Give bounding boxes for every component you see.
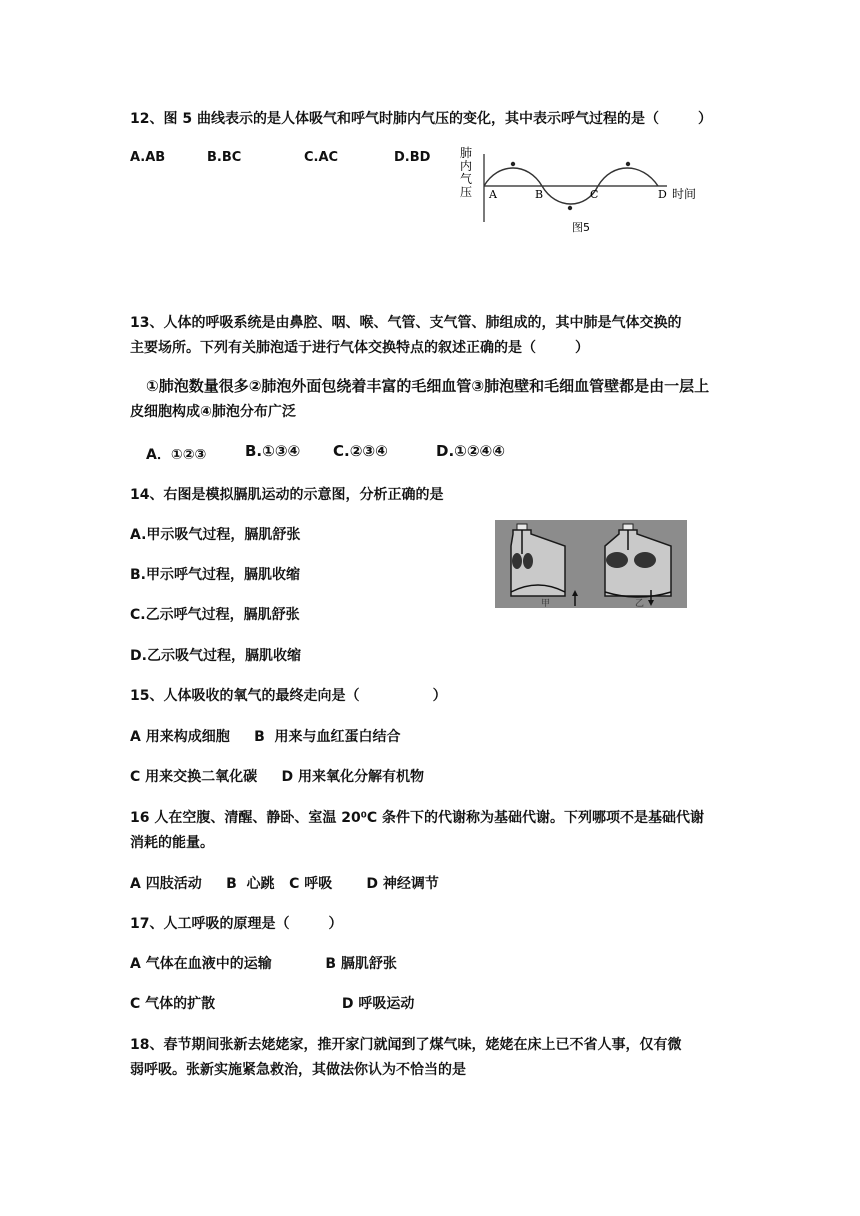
jar-jia-arrowhead: [572, 590, 578, 596]
jar-jia-lung-left: [512, 553, 522, 569]
q12-option-c: C.AC: [304, 150, 339, 165]
fig5-point-d: D: [658, 188, 667, 201]
jar-jia-lung-right: [523, 553, 533, 569]
fig5-ylabel-char-3: 气: [460, 172, 473, 186]
jar-jia-label: 甲: [541, 599, 551, 608]
q14-option-c: C.乙示呼气过程，膈肌舒张: [130, 607, 300, 623]
fig5-ylabel-char-2: 内: [460, 159, 473, 173]
q17-options-line-2: C 气体的扩散 D 呼吸运动: [130, 996, 415, 1012]
fig5-peak-dot: [511, 162, 515, 166]
q15-options-line-2: C 用来交换二氧化碳 D 用来氧化分解有机物: [130, 769, 425, 785]
q14-option-b: B.甲示呼气过程，膈肌收缩: [130, 567, 300, 583]
q13-option-d: D.①②④④: [436, 442, 505, 460]
fig5-trough-dot: [568, 206, 572, 210]
q17-stem: 17、人工呼吸的原理是（ ）: [130, 916, 343, 932]
q18-stem-line-2: 弱呼吸。张新实施紧急救治，其做法你认为不恰当的是: [130, 1062, 466, 1078]
fig5-xlabel: 时间: [672, 187, 697, 201]
jar-yi-lung-left: [606, 552, 628, 568]
q13-statements-line-1: ①肺泡数量很多②肺泡外面包绕着丰富的毛细血管③肺泡壁和毛细血管壁都是由一层上: [146, 377, 710, 395]
q13-stem-line-1: 13、人体的呼吸系统是由鼻腔、咽、喉、气管、支气管、肺组成的，其中肺是气体交换的: [130, 315, 682, 331]
jar-yi-stopper: [623, 524, 633, 530]
q16-options: A 四肢活动 B 心跳 C 呼吸 D 神经调节: [130, 876, 439, 892]
q16-stem-line-1: 16 人在空腹、清醒、静卧、室温 20⁰C 条件下的代谢称为基础代谢。下列哪项不是基础代谢: [130, 810, 704, 826]
q13-statements-line-2: 皮细胞构成④肺泡分布广泛: [130, 404, 296, 420]
jar-yi-arrowhead: [648, 600, 654, 606]
q12-stem: 12、图 5 曲线表示的是人体吸气和呼气时肺内气压的变化，其中表示呼气过程的是（ ）: [130, 111, 712, 127]
fig5-ylabel-char-4: 压: [460, 185, 473, 199]
fig5-point-a: A: [489, 188, 497, 201]
jar-jia-stopper: [517, 524, 527, 530]
figure-5-pressure-curve: [452, 140, 722, 240]
q13-option-c: C.②③④: [333, 442, 388, 460]
fig5-ylabel-char-1: 肺: [460, 146, 473, 160]
q14-option-d: D.乙示吸气过程，膈肌收缩: [130, 648, 301, 664]
q14-stem: 14、右图是模拟膈肌运动的示意图，分析正确的是: [130, 487, 444, 503]
q12-option-b: B.BC: [207, 150, 242, 165]
jar-yi-label: 乙: [635, 599, 645, 608]
q15-stem: 15、人体吸收的氧气的最终走向是（ ）: [130, 688, 447, 704]
q13-option-b: B.①③④: [245, 442, 301, 460]
fig5-point-c: C: [590, 188, 599, 201]
diaphragm-model-figure: [495, 520, 687, 608]
q17-options-line-1: A 气体在血液中的运输 B 膈肌舒张: [130, 956, 397, 972]
q13-option-a: A．①②③: [146, 447, 207, 463]
jar-yi-lung-right: [634, 552, 656, 568]
q18-stem-line-1: 18、春节期间张新去姥姥家，推开家门就闻到了煤气味，姥姥在床上已不省人事，仅有微: [130, 1037, 682, 1053]
q15-options-line-1: A 用来构成细胞 B 用来与血红蛋白结合: [130, 729, 401, 745]
fig5-point-b: B: [535, 188, 544, 201]
q12-option-a: A.AB: [130, 150, 166, 165]
fig5-caption: 图5: [572, 221, 590, 234]
q12-option-d: D.BD: [394, 150, 431, 165]
diaphragm-model-drawing: [495, 520, 687, 608]
q14-option-a: A.甲示吸气过程，膈肌舒张: [130, 527, 301, 543]
fig5-peak-dot-2: [626, 162, 630, 166]
q13-stem-line-2: 主要场所。下列有关肺泡适于进行气体交换特点的叙述正确的是（ ）: [130, 340, 589, 356]
q16-stem-line-2: 消耗的能量。: [130, 835, 214, 851]
